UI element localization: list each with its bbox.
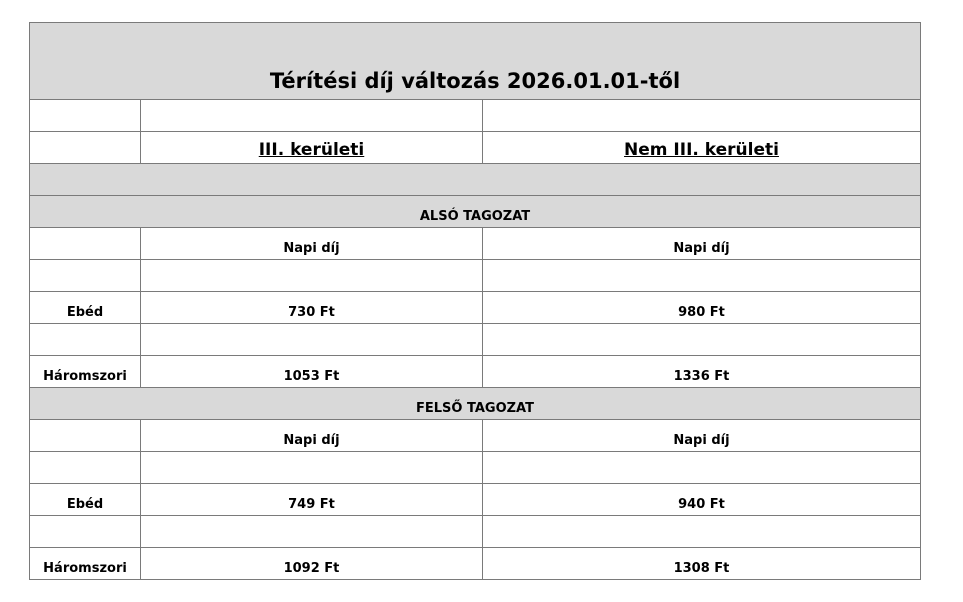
section-header-upper	[30, 388, 921, 420]
fee-label-row	[30, 420, 921, 452]
table-row	[30, 484, 921, 516]
column-header-non-district: Nem III. kerületi	[483, 132, 921, 164]
spacer-row	[30, 100, 921, 132]
fee-table	[29, 22, 921, 580]
table-row	[30, 548, 921, 580]
fee-value: 749 Ft	[141, 484, 483, 516]
fee-value: 1053 Ft	[141, 356, 483, 388]
fee-value: 1308 Ft	[483, 548, 921, 580]
fee-value: 730 Ft	[141, 292, 483, 324]
fee-value: 980 Ft	[483, 292, 921, 324]
fee-value: 1336 Ft	[483, 356, 921, 388]
table-title: Térítési díj változás 2026.01.01-től	[30, 23, 921, 100]
table-row	[30, 356, 921, 388]
table-row	[30, 292, 921, 324]
fee-label-row	[30, 228, 921, 260]
title-row	[30, 23, 921, 100]
fee-value: 940 Ft	[483, 484, 921, 516]
spacer-row	[30, 324, 921, 356]
fee-label: Napi díj	[141, 420, 483, 452]
column-header-row	[30, 132, 921, 164]
spacer-row	[30, 452, 921, 484]
fee-label: Napi díj	[483, 420, 921, 452]
row-label: Ebéd	[30, 292, 141, 324]
fee-value: 1092 Ft	[141, 548, 483, 580]
spacer-row	[30, 260, 921, 292]
section-title: ALSÓ TAGOZAT	[30, 196, 921, 228]
spacer-row-gray	[30, 164, 921, 196]
row-label: Ebéd	[30, 484, 141, 516]
column-header-district: III. kerületi	[141, 132, 483, 164]
section-header-lower	[30, 196, 921, 228]
row-label: Háromszori	[30, 548, 141, 580]
spacer-row	[30, 516, 921, 548]
fee-label: Napi díj	[483, 228, 921, 260]
fee-label: Napi díj	[141, 228, 483, 260]
section-title: FELSŐ TAGOZAT	[30, 388, 921, 420]
row-label: Háromszori	[30, 356, 141, 388]
